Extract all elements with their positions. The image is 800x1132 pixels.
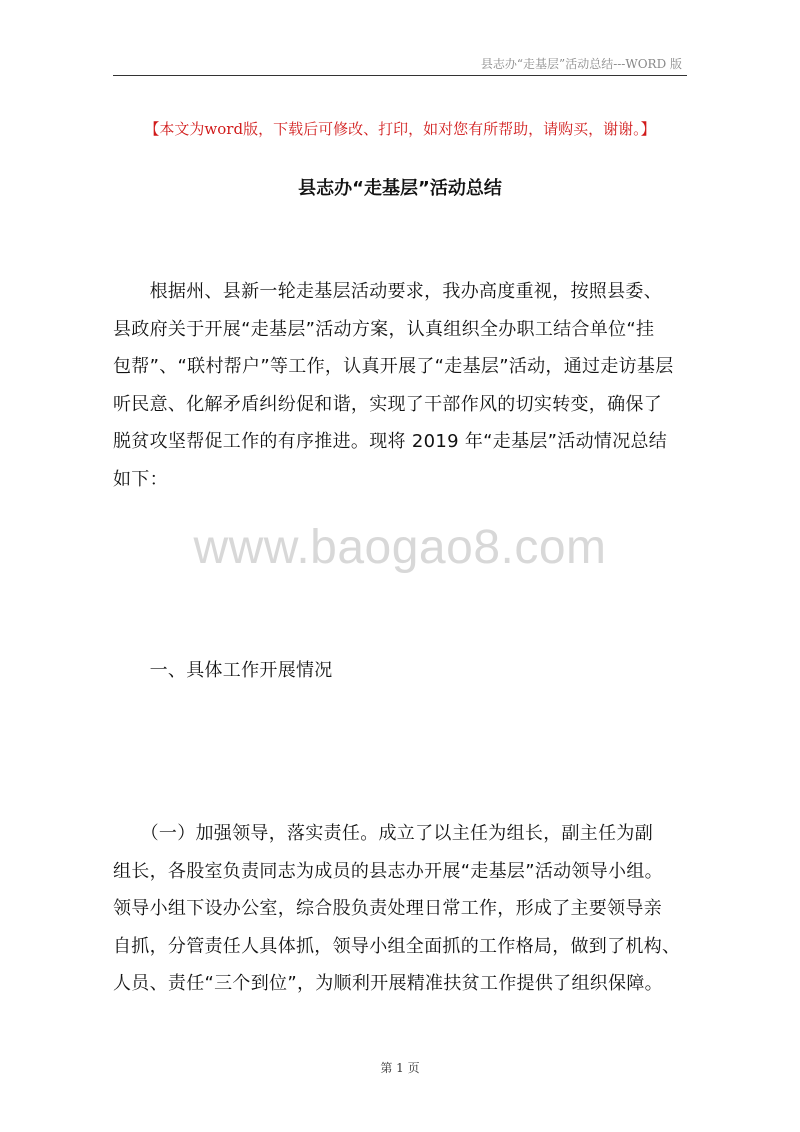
text-line: 领导小组下设办公室，综合股负责处理日常工作，形成了主要领导亲 [113,898,662,919]
running-header: 县志办“走基层”活动总结---WORD 版 [480,57,682,71]
text-line: 包帮”、“联村帮户”等工作，认真开展了“走基层”活动，通过走访基层 [113,356,674,377]
text-line: 县政府关于开展“走基层”活动方案，认真组织全办职工结合单位“挂 [113,318,655,340]
text-line: 脱贫攻坚帮促工作的有序推进。现将 2019 年“走基层”活动情况总结 [113,431,668,452]
text-line: 一、具体工作开展情况 [113,660,333,681]
text-line: 听民意、化解矛盾纠纷促和谐，实现了干部作风的切实转变，确保了 [113,393,662,415]
paragraph-leadership [113,815,687,1003]
text-line: 组长，各股室负责同志为成员的县志办开展“走基层”活动领导小组。 [113,860,663,882]
text-line: 人员、责任“三个到位”，为顺利开展精准扶贫工作提供了组织保障。 [113,973,663,994]
text-line: 根据州、县新一轮走基层活动要求，我办高度重视，按照县委、 [113,281,662,302]
text-line: 如下： [113,468,168,490]
text-line: （一）加强领导，落实责任。成立了以主任为组长，副主任为副 [113,823,653,844]
document-title: 县志办“走基层”活动总结 [298,178,502,199]
paragraph-intro [113,273,687,498]
text-line: 自抓，分管责任人具体抓，领导小组全面抓的工作格局，做到了机构、 [113,935,681,957]
header-divider [113,75,687,76]
watermark: www.baogao8.com [193,521,607,574]
page-number: 第 1 页 [380,1061,420,1075]
section-heading [113,652,687,690]
purchase-notice: 【本文为word版，下载后可修改、打印，如对您有所帮助，请购买，谢谢。】 [144,120,656,138]
